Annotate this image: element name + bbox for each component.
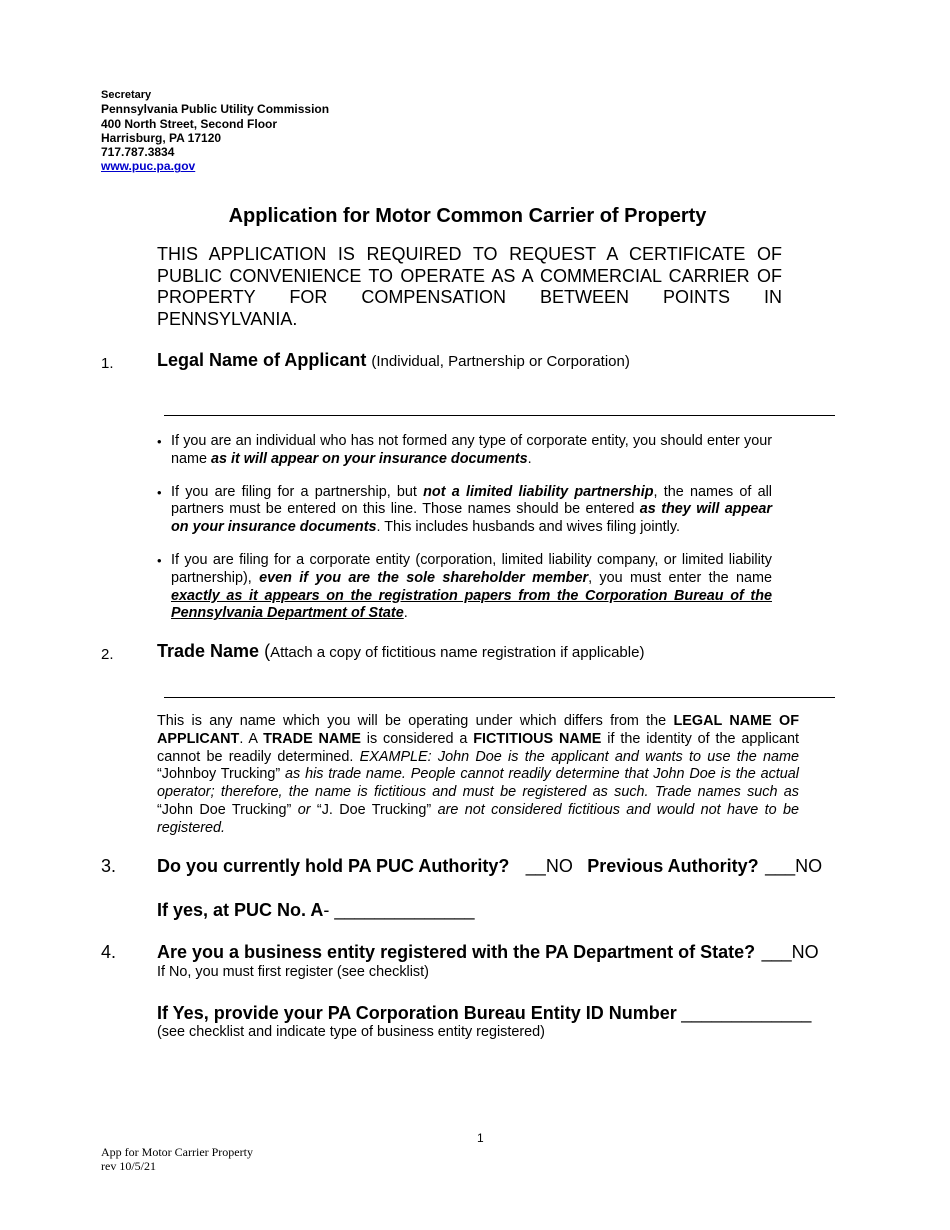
puc-number-field[interactable]: - ______________ xyxy=(323,900,475,920)
form-name: App for Motor Carrier Property xyxy=(101,1145,253,1159)
registration-note: If No, you must first register (see checklist) xyxy=(157,964,429,980)
legal-name-label: Legal Name of Applicant xyxy=(157,350,367,370)
instruction-corporate: • If you are filing for a corporate entity (corporation, limited liability company, or limited liability partnership), even if you are the sole shareholder member, you must enter the name exactly as it appears on the registration papers from the Corporation Bureau of the Pennsylvania Department of State. xyxy=(157,552,772,623)
city-state-zip: Harrisburg, PA 17120 xyxy=(101,130,222,145)
item-3-row xyxy=(157,856,822,877)
legal-name-hint: (Individual, Partnership or Corporation) xyxy=(371,353,630,370)
legal-name-instructions xyxy=(157,433,772,638)
item-2-number: 2. xyxy=(101,646,114,663)
intro-statement: THIS APPLICATION IS REQUIRED TO REQUEST A CERTIFICATE OF PUBLIC CONVENIENCE TO OPERATE AS A COMMERCIAL CARRIER OF PROPERTY FOR COMPENSATION BETWEEN POINTS IN PENNSYLVANIA. xyxy=(157,244,782,330)
item-2-heading: Trade Name (Attach a copy of fictitious name registration if applicable) xyxy=(157,641,645,661)
previous-authority-question: Previous Authority? xyxy=(587,856,759,876)
commission-address xyxy=(101,88,329,174)
instruction-individual: • If you are an individual who has not formed any type of corporate entity, you should enter your name as it will appear on your insurance documents. xyxy=(157,433,772,469)
recipient-role: Secretary xyxy=(101,89,152,101)
page-title: Application for Motor Common Carrier of Property xyxy=(228,205,707,227)
item-1-number: 1. xyxy=(101,355,114,372)
entity-id-row xyxy=(157,1003,811,1024)
legal-name-field-line[interactable] xyxy=(164,415,835,416)
entity-type-note: (see checklist and indicate type of business entity registered) xyxy=(157,1024,545,1040)
item-4-number: 4. xyxy=(101,942,117,962)
trade-name-hint: Attach a copy of fictitious name registration if applicable) xyxy=(270,644,645,661)
page-number: 1 xyxy=(477,1131,484,1145)
puc-number-label: If yes, at PUC No. A xyxy=(157,900,324,920)
website-link[interactable]: www.puc.pa.gov xyxy=(101,159,196,174)
trade-name-label: Trade Name xyxy=(157,641,260,661)
form-revision: rev 10/5/21 xyxy=(101,1159,156,1173)
commission-name: Pennsylvania Public Utility Commission xyxy=(101,102,330,117)
state-registration-question: Are you a business entity registered with the PA Department of State? xyxy=(157,942,756,962)
current-authority-question: Do you currently hold PA PUC Authority? xyxy=(157,856,510,876)
puc-number-row xyxy=(157,900,475,921)
phone-number: 717.787.3834 xyxy=(101,145,175,160)
trade-name-description: This is any name which you will be operating under which differs from the LEGAL NAME OF APPLICANT. A TRADE NAME is considered a FICTITIOUS NAME if the identity of the applicant cannot be readily determined. EXAMPLE: John Doe is the applicant and wants to use the name “Johnboy Trucking” as his trade name. People cannot readily determine that John Doe is the actual operator; therefore, the name is fictitious and must be registered as such. Trade names such as “John Doe Trucking” or “J. Doe Trucking” are not considered fictitious and would not have to be registered. xyxy=(157,713,800,836)
state-registration-answer[interactable]: ___NO xyxy=(761,942,819,962)
current-authority-answer[interactable]: __NO xyxy=(525,856,573,876)
instruction-partnership: • If you are filing for a partnership, but not a limited liability partnership, the names of all partners must be entered on this line. Those names should be entered as they will appear on your insurance documents. This includes husbands and wives filing jointly. xyxy=(157,484,772,537)
item-4-row xyxy=(157,942,819,963)
entity-id-label: If Yes, provide your PA Corporation Bureau Entity ID Number xyxy=(157,1003,677,1023)
form-footer xyxy=(101,1145,253,1173)
entity-id-field[interactable]: _____________ xyxy=(681,1003,812,1023)
item-1-heading xyxy=(157,350,630,371)
previous-authority-answer[interactable]: ___NO xyxy=(765,856,823,876)
street-address: 400 North Street, Second Floor xyxy=(101,116,278,131)
trade-name-field-line[interactable] xyxy=(164,697,835,698)
item-3-number: 3. xyxy=(101,856,117,876)
